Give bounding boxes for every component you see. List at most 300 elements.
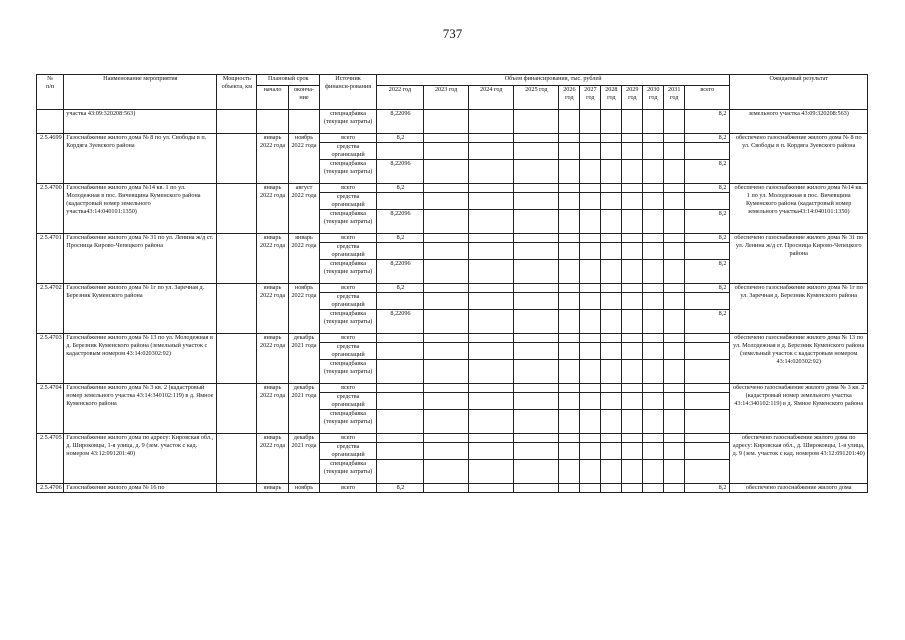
- value-total: [685, 434, 730, 443]
- value-year-empty: [643, 384, 664, 393]
- value-year-empty: [469, 393, 514, 410]
- value-year-empty: [664, 143, 685, 160]
- value-2022: 8,22096: [376, 210, 423, 234]
- value-total: [685, 393, 730, 410]
- row-number: 2.5.4701: [37, 234, 64, 284]
- value-year-empty: [622, 284, 643, 293]
- value-year-empty: [469, 260, 514, 284]
- value-year-empty: [514, 284, 559, 293]
- value-2022: [376, 410, 423, 434]
- value-year-empty: [559, 393, 580, 410]
- end-date: январь 2022 года: [288, 234, 319, 284]
- table-row: [37, 384, 868, 393]
- expected-result: обеспечено газоснабжение жилого дома № 3 кв. 2 (кадастровый номер земельного участка 43:14:340102:119) в д. Ямное Куменского района: [730, 384, 868, 434]
- value-year-empty: [664, 443, 685, 460]
- value-2022: [376, 243, 423, 260]
- value-total: [685, 443, 730, 460]
- value-total: [685, 384, 730, 393]
- expected-result: обеспечено газоснабжение жилого дома по адресу: Кировская обл., д. Широковцы, 1-я улица, д. 9 (зем. участок с кад. номером 43:12:091201:40): [730, 434, 868, 484]
- funding-source: всего: [320, 484, 377, 493]
- value-year-empty: [580, 210, 601, 234]
- value-year-empty: [514, 193, 559, 210]
- measure-name: Газоснабжение жилого дома по адресу: Кировская обл., д. Шиpоковцы, 1-я улица, д. 9 (зем. участок с кад. номером 43:12:091201:40): [64, 434, 217, 484]
- page-number: 737: [442, 26, 463, 41]
- value-2022: 8,2: [376, 234, 423, 243]
- value-year-empty: [622, 393, 643, 410]
- value-year-empty: [514, 384, 559, 393]
- value-year-empty: [664, 243, 685, 260]
- table-row: [37, 184, 868, 193]
- value-year-empty: [580, 343, 601, 360]
- value-year-empty: [643, 260, 664, 284]
- header-year: 2023 год: [424, 86, 469, 110]
- value-year-empty: [643, 134, 664, 143]
- row-number: 2.5.4699: [37, 134, 64, 184]
- start-date: январь 2022 года: [257, 134, 288, 184]
- measure-name: Газоснабжение жилого дома № 31 по ул. Ленина ж/д ст. Просница Кирово-Чепецкого района: [64, 234, 217, 284]
- value-year-empty: [643, 184, 664, 193]
- value-total: 8,2: [685, 310, 730, 334]
- funding-source: средства организаций: [320, 293, 377, 310]
- value-year-empty: [469, 284, 514, 293]
- value-year-empty: [643, 410, 664, 434]
- value-total: 8,2: [685, 260, 730, 284]
- header-total: всего: [685, 86, 730, 110]
- funding-source: спецнадбавка (текущие затраты): [320, 460, 377, 484]
- header-result: Ожидаемый результат: [730, 75, 868, 110]
- value-total: 8,2: [685, 234, 730, 243]
- value-year-empty: [622, 110, 643, 134]
- value-year-empty: [601, 434, 622, 443]
- value-total: [685, 293, 730, 310]
- value-year-empty: [559, 234, 580, 243]
- measure-name: участка 43:09:320208:563): [64, 110, 217, 134]
- value-year-empty: [643, 443, 664, 460]
- value-year-empty: [643, 393, 664, 410]
- value-year-empty: [469, 210, 514, 234]
- start-date: январь 2022 года: [257, 184, 288, 234]
- value-year-empty: [514, 134, 559, 143]
- value-year-empty: [601, 484, 622, 493]
- value-year-empty: [559, 384, 580, 393]
- value-year-empty: [601, 334, 622, 343]
- value-year-empty: [622, 234, 643, 243]
- value-year-empty: [643, 210, 664, 234]
- value-year-empty: [664, 434, 685, 443]
- capacity-cell: [217, 434, 257, 484]
- value-total: 8,2: [685, 134, 730, 143]
- value-year-empty: [469, 193, 514, 210]
- value-total: 8,2: [685, 184, 730, 193]
- value-year-empty: [559, 484, 580, 493]
- funding-source: средства организаций: [320, 443, 377, 460]
- value-year-empty: [580, 193, 601, 210]
- value-year-empty: [580, 184, 601, 193]
- funding-source: всего: [320, 334, 377, 343]
- value-year-empty: [580, 334, 601, 343]
- value-year-empty: [469, 343, 514, 360]
- row-number: [37, 110, 64, 134]
- value-year-empty: [469, 310, 514, 334]
- value-year-empty: [601, 343, 622, 360]
- value-2022: [376, 393, 423, 410]
- value-year-empty: [580, 293, 601, 310]
- value-year-empty: [601, 234, 622, 243]
- value-total: [685, 410, 730, 434]
- value-year-empty: [664, 393, 685, 410]
- funding-source: спецнадбавка (текущие затраты): [320, 160, 377, 184]
- row-number: 2.5.4703: [37, 334, 64, 384]
- value-year-empty: [622, 484, 643, 493]
- value-year-empty: [559, 293, 580, 310]
- funding-source: средства организаций: [320, 243, 377, 260]
- value-year-empty: [514, 460, 559, 484]
- value-year-empty: [514, 234, 559, 243]
- header-year: 2030 год: [643, 86, 664, 110]
- value-year-empty: [664, 384, 685, 393]
- value-year-empty: [559, 410, 580, 434]
- funding-source: всего: [320, 184, 377, 193]
- value-year-empty: [469, 184, 514, 193]
- header-year: 2022 год: [376, 86, 423, 110]
- value-2022: 8,2: [376, 134, 423, 143]
- value-year-empty: [469, 484, 514, 493]
- value-year-empty: [559, 443, 580, 460]
- financing-table: [36, 74, 868, 493]
- value-total: 8,2: [685, 210, 730, 234]
- capacity-cell: [217, 134, 257, 184]
- value-2022: [376, 384, 423, 393]
- measure-name: Газоснабжение жилого дома № 1г по ул. Заречная д. Березник Куменского района: [64, 284, 217, 334]
- value-total: [685, 334, 730, 343]
- value-2022: 8,2: [376, 284, 423, 293]
- value-2022: [376, 343, 423, 360]
- value-year-empty: [514, 310, 559, 334]
- value-year-empty: [424, 110, 469, 134]
- table-row: [37, 484, 868, 493]
- value-year-empty: [664, 210, 685, 234]
- header-end: оконча-ние: [288, 86, 319, 110]
- header-year: 2031 год: [664, 86, 685, 110]
- capacity-cell: [217, 234, 257, 284]
- value-2022: 8,2: [376, 484, 423, 493]
- value-year-empty: [622, 334, 643, 343]
- value-year-empty: [424, 184, 469, 193]
- measure-name: Газоснабжение жилого дома № 13 по ул. Молодежная в д. Березник Куменского района (земельный участок с кадастровым номером 43:14:020302:92): [64, 334, 217, 384]
- value-year-empty: [559, 284, 580, 293]
- value-year-empty: [424, 434, 469, 443]
- funding-source: спецнадбавка (текущие затраты): [320, 410, 377, 434]
- capacity-cell: [217, 110, 257, 134]
- capacity-cell: [217, 184, 257, 234]
- capacity-cell: [217, 484, 257, 493]
- row-number: 2.5.4705: [37, 434, 64, 484]
- value-year-empty: [601, 360, 622, 384]
- value-year-empty: [664, 160, 685, 184]
- value-year-empty: [601, 384, 622, 393]
- value-year-empty: [559, 360, 580, 384]
- value-year-empty: [580, 143, 601, 160]
- value-year-empty: [424, 260, 469, 284]
- start-date: январь 2022 года: [257, 284, 288, 334]
- value-total: 8,2: [685, 284, 730, 293]
- value-total: [685, 243, 730, 260]
- end-date: декабрь 2021 года: [288, 434, 319, 484]
- header-name: Наименование мероприятия: [64, 75, 217, 110]
- table-row: [37, 134, 868, 143]
- value-year-empty: [559, 243, 580, 260]
- funding-source: средства организаций: [320, 343, 377, 360]
- value-2022: [376, 334, 423, 343]
- end-date: декабрь 2021 года: [288, 334, 319, 384]
- value-year-empty: [469, 334, 514, 343]
- value-year-empty: [559, 260, 580, 284]
- start-date: январь: [257, 484, 288, 493]
- value-year-empty: [424, 234, 469, 243]
- value-year-empty: [664, 460, 685, 484]
- value-year-empty: [664, 360, 685, 384]
- value-year-empty: [643, 293, 664, 310]
- value-year-empty: [622, 184, 643, 193]
- value-year-empty: [514, 434, 559, 443]
- value-year-empty: [622, 193, 643, 210]
- value-year-empty: [664, 234, 685, 243]
- funding-source: всего: [320, 134, 377, 143]
- value-year-empty: [580, 134, 601, 143]
- value-year-empty: [580, 460, 601, 484]
- value-year-empty: [559, 310, 580, 334]
- value-year-empty: [601, 143, 622, 160]
- value-year-empty: [469, 460, 514, 484]
- value-year-empty: [643, 143, 664, 160]
- value-year-empty: [622, 434, 643, 443]
- value-year-empty: [469, 160, 514, 184]
- value-year-empty: [664, 260, 685, 284]
- end-date: ноябрь 2022 года: [288, 134, 319, 184]
- funding-source: средства организаций: [320, 393, 377, 410]
- start-date: январь 2022 года: [257, 334, 288, 384]
- value-2022: [376, 293, 423, 310]
- value-total: [685, 143, 730, 160]
- end-date: ноябрь: [288, 484, 319, 493]
- value-year-empty: [643, 160, 664, 184]
- value-year-empty: [514, 393, 559, 410]
- value-year-empty: [424, 193, 469, 210]
- expected-result: земельного участка 43:09:320208:563): [730, 110, 868, 134]
- value-year-empty: [664, 484, 685, 493]
- value-2022: 8,22096: [376, 260, 423, 284]
- value-year-empty: [580, 110, 601, 134]
- value-year-empty: [469, 143, 514, 160]
- header-num: № п/п: [37, 75, 64, 110]
- value-year-empty: [559, 460, 580, 484]
- value-year-empty: [514, 210, 559, 234]
- value-year-empty: [469, 234, 514, 243]
- value-year-empty: [664, 284, 685, 293]
- value-year-empty: [424, 310, 469, 334]
- value-year-empty: [424, 393, 469, 410]
- value-year-empty: [514, 184, 559, 193]
- value-total: 8,2: [685, 160, 730, 184]
- value-year-empty: [664, 334, 685, 343]
- value-year-empty: [514, 410, 559, 434]
- end-date: август 2022 года: [288, 184, 319, 234]
- value-2022: [376, 143, 423, 160]
- header-year: 2025 год: [514, 86, 559, 110]
- value-year-empty: [559, 160, 580, 184]
- value-year-empty: [601, 110, 622, 134]
- value-year-empty: [601, 210, 622, 234]
- value-year-empty: [664, 343, 685, 360]
- value-year-empty: [643, 343, 664, 360]
- value-year-empty: [601, 284, 622, 293]
- value-year-empty: [580, 384, 601, 393]
- value-year-empty: [601, 243, 622, 260]
- value-year-empty: [622, 260, 643, 284]
- value-year-empty: [580, 284, 601, 293]
- measure-name: Газоснабжение жилого дома № 8 по ул. Свободы в п. Кордяга Зуевского района: [64, 134, 217, 184]
- value-year-empty: [580, 160, 601, 184]
- value-year-empty: [664, 293, 685, 310]
- value-year-empty: [601, 293, 622, 310]
- value-total: 8,2: [685, 110, 730, 134]
- value-year-empty: [622, 134, 643, 143]
- value-total: [685, 343, 730, 360]
- value-year-empty: [643, 310, 664, 334]
- value-total: [685, 360, 730, 384]
- value-year-empty: [601, 460, 622, 484]
- header-year: 2026 год: [559, 86, 580, 110]
- value-2022: [376, 443, 423, 460]
- value-year-empty: [622, 243, 643, 260]
- funding-source: спецнадбавка (текущие затраты): [320, 260, 377, 284]
- value-total: [685, 460, 730, 484]
- funding-source: всего: [320, 434, 377, 443]
- header-source: Источник финанси-рования: [320, 75, 377, 110]
- value-year-empty: [424, 160, 469, 184]
- value-year-empty: [643, 434, 664, 443]
- value-year-empty: [469, 384, 514, 393]
- measure-name: Газоснабжение жилого дома № 16 по: [64, 484, 217, 493]
- value-year-empty: [601, 134, 622, 143]
- value-total: 8,2: [685, 484, 730, 493]
- header-capacity: Мощность объекта, км: [217, 75, 257, 110]
- value-year-empty: [643, 284, 664, 293]
- value-year-empty: [424, 334, 469, 343]
- value-year-empty: [559, 134, 580, 143]
- value-year-empty: [664, 134, 685, 143]
- end-date: ноябрь 2022 года: [288, 284, 319, 334]
- value-year-empty: [559, 110, 580, 134]
- value-year-empty: [469, 434, 514, 443]
- value-year-empty: [424, 284, 469, 293]
- value-year-empty: [601, 443, 622, 460]
- value-year-empty: [514, 484, 559, 493]
- value-year-empty: [643, 334, 664, 343]
- value-year-empty: [622, 143, 643, 160]
- value-year-empty: [514, 143, 559, 160]
- value-year-empty: [424, 484, 469, 493]
- value-year-empty: [601, 410, 622, 434]
- value-year-empty: [622, 160, 643, 184]
- table-row: [37, 234, 868, 243]
- value-year-empty: [514, 110, 559, 134]
- funding-source: спецнадбавка (текущие затраты): [320, 360, 377, 384]
- value-year-empty: [559, 434, 580, 443]
- value-year-empty: [469, 443, 514, 460]
- value-2022: 8,22096: [376, 310, 423, 334]
- row-number: 2.5.4706: [37, 484, 64, 493]
- funding-source: всего: [320, 234, 377, 243]
- value-2022: [376, 360, 423, 384]
- value-year-empty: [424, 410, 469, 434]
- value-year-empty: [664, 184, 685, 193]
- header-start: начало: [257, 86, 288, 110]
- value-year-empty: [469, 410, 514, 434]
- funding-source: всего: [320, 384, 377, 393]
- value-2022: 8,2: [376, 184, 423, 193]
- value-year-empty: [622, 343, 643, 360]
- funding-source: спецнадбавка (текущие затраты): [320, 110, 377, 134]
- value-year-empty: [622, 360, 643, 384]
- value-year-empty: [424, 384, 469, 393]
- table-body: [37, 110, 868, 493]
- value-year-empty: [664, 310, 685, 334]
- capacity-cell: [217, 334, 257, 384]
- table-row: [37, 434, 868, 443]
- value-year-empty: [514, 243, 559, 260]
- value-year-empty: [580, 234, 601, 243]
- end-date: [288, 110, 319, 134]
- value-year-empty: [580, 310, 601, 334]
- value-year-empty: [424, 460, 469, 484]
- table-header: [37, 75, 868, 110]
- value-year-empty: [580, 484, 601, 493]
- expected-result: обеспечено газоснабжение жилого дома № 8 по ул. Свободы в п. Кордяга Зуевского района: [730, 134, 868, 184]
- value-year-empty: [469, 243, 514, 260]
- value-year-empty: [424, 243, 469, 260]
- value-year-empty: [622, 310, 643, 334]
- start-date: январь 2022 года: [257, 434, 288, 484]
- value-year-empty: [559, 143, 580, 160]
- value-year-empty: [559, 334, 580, 343]
- funding-source: спецнадбавка (текущие затраты): [320, 210, 377, 234]
- value-year-empty: [601, 160, 622, 184]
- value-year-empty: [643, 193, 664, 210]
- value-year-empty: [514, 334, 559, 343]
- value-year-empty: [643, 243, 664, 260]
- expected-result: обеспечено газоснабжение жилого дома № 31 по ул. Ленина ж/д ст. Просница Кирово-Чепецкого района: [730, 234, 868, 284]
- row-number: 2.5.4702: [37, 284, 64, 334]
- expected-result: обеспечено газоснабжение жилого дома: [730, 484, 868, 493]
- value-year-empty: [643, 360, 664, 384]
- value-total: [685, 193, 730, 210]
- header-year: 2027 год: [580, 86, 601, 110]
- value-year-empty: [580, 243, 601, 260]
- row-number: 2.5.4704: [37, 384, 64, 434]
- header-year: 2028 год: [601, 86, 622, 110]
- value-2022: [376, 193, 423, 210]
- start-date: январь 2022 года: [257, 234, 288, 284]
- start-date: январь 2022 года: [257, 384, 288, 434]
- header-year: 2029 год: [622, 86, 643, 110]
- value-year-empty: [559, 210, 580, 234]
- value-year-empty: [601, 310, 622, 334]
- value-year-empty: [559, 184, 580, 193]
- value-year-empty: [664, 410, 685, 434]
- value-year-empty: [514, 443, 559, 460]
- value-year-empty: [622, 410, 643, 434]
